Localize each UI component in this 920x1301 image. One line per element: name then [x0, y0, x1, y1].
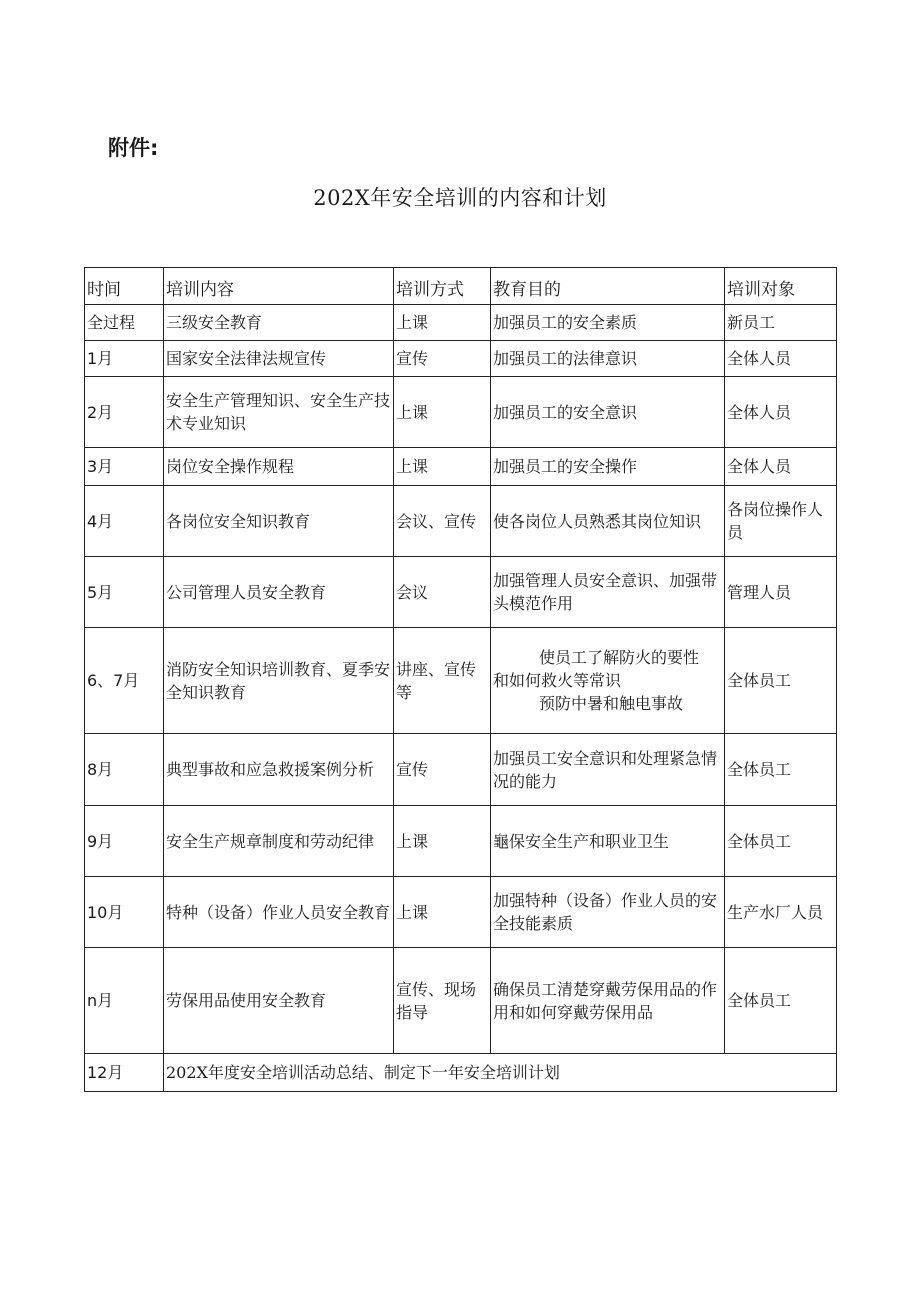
table-row: [85, 341, 837, 377]
cell-content: 岗位安全操作规程: [164, 448, 394, 486]
document-title: 202X年安全培训的内容和计划: [313, 186, 607, 210]
cell-method: 上课: [394, 806, 491, 877]
cell-time: 3月: [85, 448, 164, 486]
cell-purpose: 加强特种（设备）作业人员的安全技能素质: [491, 877, 725, 948]
cell-content: 安全生产规章制度和劳动纪律: [164, 806, 394, 877]
cell-time: 1月: [85, 341, 164, 377]
cell-target: 全体员工: [725, 948, 837, 1054]
training-plan-table: [84, 267, 837, 1092]
cell-purpose: 加强员工的安全意识: [491, 377, 725, 448]
cell-purpose: 加强员工安全意识和处理紧急情况的能力: [491, 734, 725, 806]
cell-time: 8月: [85, 734, 164, 806]
cell-time: 2月: [85, 377, 164, 448]
cell-content: 安全生产管理知识、安全生产技术专业知识: [164, 377, 394, 448]
cell-content: 消防安全知识培训教育、夏季安全知识教育: [164, 628, 394, 734]
cell-method: 上课: [394, 377, 491, 448]
table-row: [85, 1054, 837, 1092]
cell-time: 9月: [85, 806, 164, 877]
cell-target: 全体员工: [725, 806, 837, 877]
cell-method: 会议: [394, 557, 491, 628]
cell-method: 上课: [394, 877, 491, 948]
cell-content: 典型事故和应急救援案例分析: [164, 734, 394, 806]
cell-target: 全体员工: [725, 734, 837, 806]
header-content: 培训内容: [164, 268, 394, 305]
cell-purpose: 加强管理人员安全意识、加强带头模范作用: [491, 557, 725, 628]
table-row: [85, 557, 837, 628]
cell-content: 三级安全教育: [164, 305, 394, 341]
table-row: [85, 806, 837, 877]
cell-time: 5月: [85, 557, 164, 628]
header-target: 培训对象: [725, 268, 837, 305]
header-purpose: 教育目的: [491, 268, 725, 305]
cell-time: 6、7月: [85, 628, 164, 734]
table-header-row: [85, 268, 837, 305]
table-row: [85, 377, 837, 448]
cell-target: 全体人员: [725, 377, 837, 448]
header-method: 培训方式: [394, 268, 491, 305]
cell-purpose: 加强员工的安全操作: [491, 448, 725, 486]
purpose-line-1: 使员工了解防火的要性: [539, 648, 700, 667]
cell-method: 宣传、现场指导: [394, 948, 491, 1054]
cell-purpose: 使各岗位人员熟悉其岗位知识: [491, 486, 725, 557]
table-row: [85, 305, 837, 341]
table-row: [85, 448, 837, 486]
cell-purpose: [491, 628, 725, 734]
cell-purpose: 加强员工的安全素质: [491, 305, 725, 341]
cell-method: 讲座、宣传等: [394, 628, 491, 734]
cell-target: 生产水厂人员: [725, 877, 837, 948]
table-row: [85, 486, 837, 557]
cell-purpose: 加强员工的法律意识: [491, 341, 725, 377]
cell-content: 各岗位安全知识教育: [164, 486, 394, 557]
purpose-line-3: 预防中暑和触电事故: [539, 694, 684, 713]
cell-time: 12月: [85, 1054, 164, 1092]
table-row: [85, 877, 837, 948]
table-row: [85, 948, 837, 1054]
purpose-line-2: 和如何救火等常识: [493, 671, 622, 690]
cell-method: 会议、宣传: [394, 486, 491, 557]
cell-target: 新员工: [725, 305, 837, 341]
cell-purpose: 龜保安全生产和职业卫生: [491, 806, 725, 877]
table-row: [85, 628, 837, 734]
cell-method: 上课: [394, 448, 491, 486]
cell-method: 上课: [394, 305, 491, 341]
cell-time: 4月: [85, 486, 164, 557]
cell-method: 宣传: [394, 734, 491, 806]
cell-content: 公司管理人员安全教育: [164, 557, 394, 628]
cell-content: 国家安全法律法规宣传: [164, 341, 394, 377]
cell-target: 全体人员: [725, 341, 837, 377]
cell-content: 特种（设备）作业人员安全教育: [164, 877, 394, 948]
cell-target: 全体人员: [725, 448, 837, 486]
attachment-label: 附件:: [108, 136, 159, 160]
cell-time: 全过程: [85, 305, 164, 341]
cell-summary: 202X年度安全培训活动总结、制定下一年安全培训计划: [164, 1054, 837, 1092]
cell-purpose: 确保员工清楚穿戴劳保用品的作用和如何穿戴劳保用品: [491, 948, 725, 1054]
cell-method: 宣传: [394, 341, 491, 377]
table-row: [85, 734, 837, 806]
cell-time: 10月: [85, 877, 164, 948]
header-time: 时间: [85, 268, 164, 305]
cell-target: 全体员工: [725, 628, 837, 734]
cell-content: 劳保用品使用安全教育: [164, 948, 394, 1054]
cell-target: 管理人员: [725, 557, 837, 628]
cell-target: 各岗位操作人员: [725, 486, 837, 557]
cell-time: n月: [85, 948, 164, 1054]
